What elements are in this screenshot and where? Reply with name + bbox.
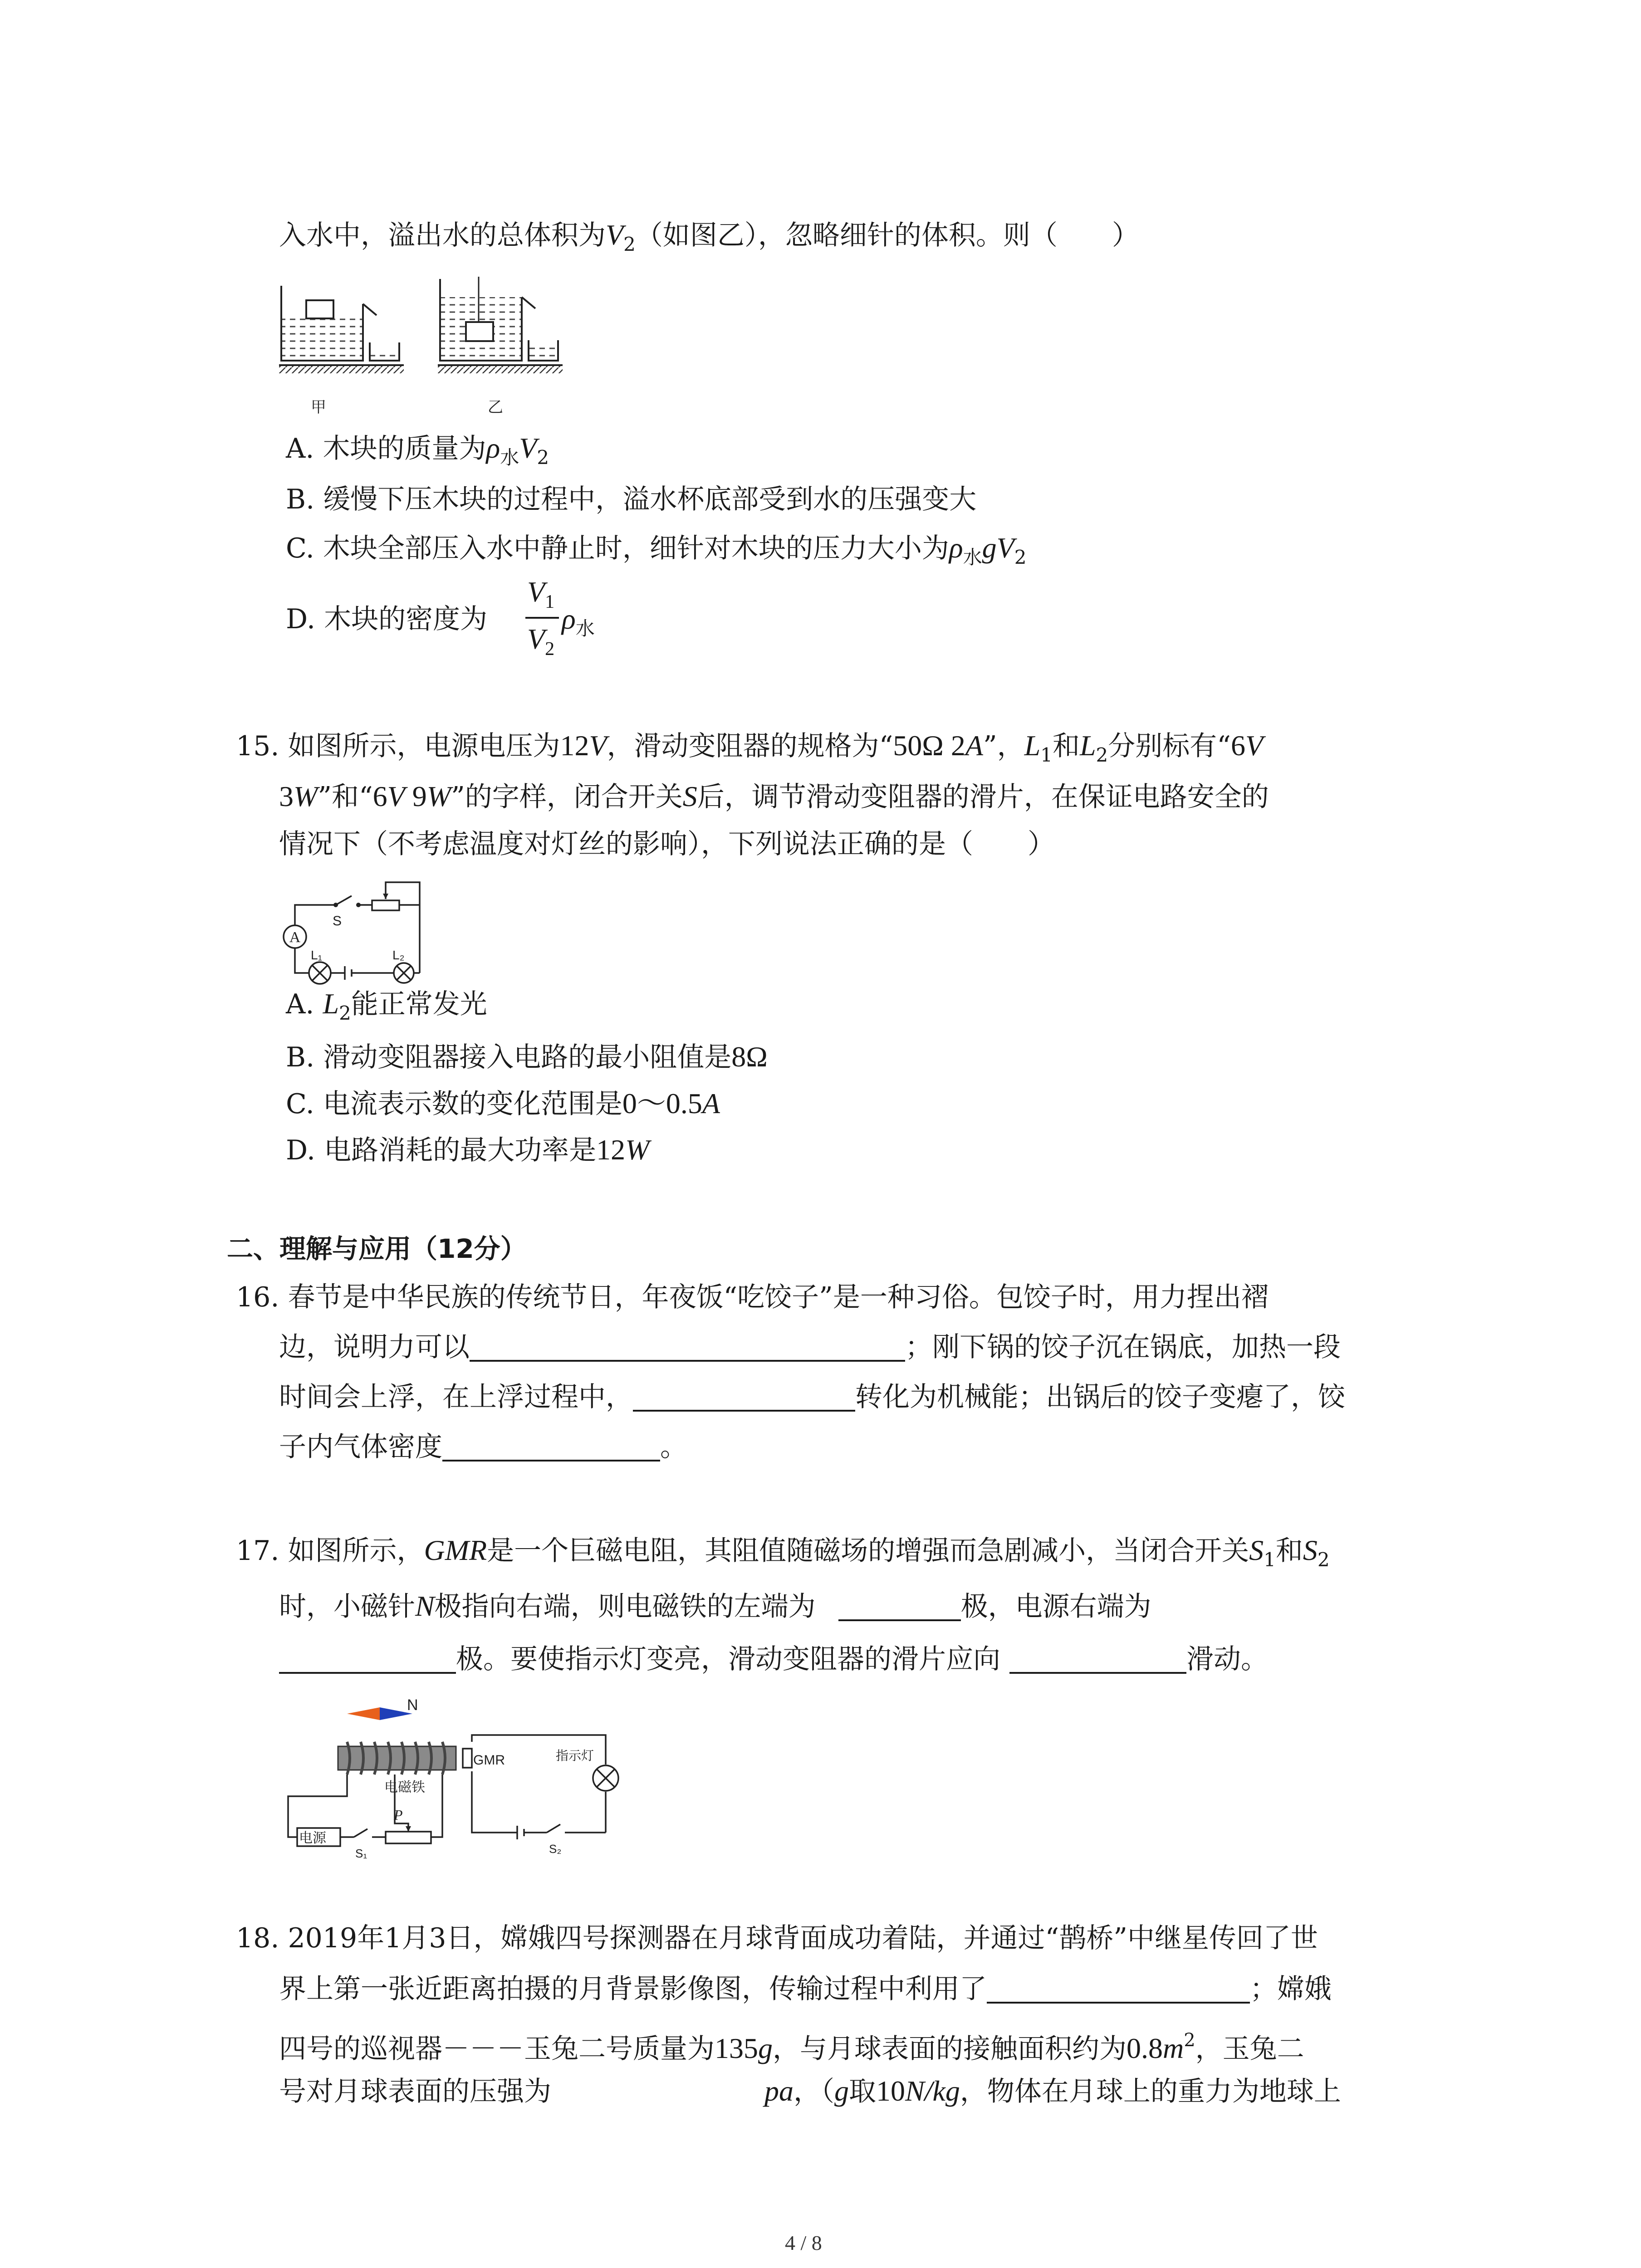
q15-option-c: C. 电流表示数的变化范围是0～0.5A	[286, 1087, 720, 1120]
q16-blank-1[interactable]	[470, 1333, 905, 1362]
switch-s2-label: S₂	[549, 1842, 562, 1856]
q15-circuit-figure	[279, 875, 429, 989]
q18-line-1: 18. 2019年1月3日，嫦娥四号探测器在月球背面成功着陆，并通过“鹊桥”中继星传回了世	[236, 1922, 1318, 1954]
q16-line-4: 子内气体密度 。	[279, 1431, 687, 1463]
q16-line-2: 边，说明力可以 ；刚下锅的饺子沉在锅底，加热一段	[279, 1331, 1341, 1363]
q14-option-c: C. 木块全部压入水中静止时，细针对木块的压力大小为$\rho_水gV_2$	[286, 532, 1027, 568]
q16-line-3: 时间会上浮，在上浮过程中， 转化为机械能；出锅后的饺子变瘪了，饺	[279, 1381, 1345, 1413]
q14-stem-line: 入水中，溢出水的总体积为$V_2$（如图乙），忽略细针的体积。则（ ）	[279, 219, 1139, 255]
slider-p-label: P	[394, 1807, 403, 1823]
q17-blank-1[interactable]	[838, 1592, 961, 1621]
q16-blank-2[interactable]	[633, 1383, 855, 1412]
q14-option-d: D. 木块的密度为	[286, 603, 488, 635]
cup-yi	[438, 277, 563, 373]
q15-line-3: 情况下（不考虑温度对灯丝的影响），下列说法正确的是（ ）	[279, 828, 1055, 860]
needle-n-label: N	[407, 1696, 418, 1714]
q14-d-numerator: $V_1$	[527, 576, 555, 612]
q18-blank-1[interactable]	[987, 1975, 1250, 2004]
q18-line-2: 界上第一张近距离拍摄的月背景影像图，传输过程中利用了 ；嫦娥	[279, 1973, 1332, 2005]
lamp-l1-label: L₁	[311, 948, 323, 962]
section-heading: 二、理解与应用（12分）	[227, 1233, 527, 1264]
q17-line-1: 17. 如图所示，GMR是一个巨磁电阻，其阻值随磁场的增强而急剧减小，当闭合开关$S_1$和$S_2$	[236, 1534, 1330, 1571]
q18-line-3: 四号的巡视器－－－玉兔二号质量为135g，与月球表面的接触面积约为$0.8m^2$，玉兔二	[279, 2030, 1304, 2065]
page-number: 4 / 8	[785, 2231, 822, 2254]
electromagnet-label: 电磁铁	[384, 1779, 425, 1795]
q14-d-denominator: $V_2$	[527, 623, 555, 660]
q16-blank-3[interactable]	[442, 1432, 660, 1461]
needle-south-half	[347, 1707, 380, 1720]
q14-option-b: B. 缓慢下压木块的过程中，溢水杯底部受到水的压强变大	[286, 484, 977, 515]
q15-line-1: 15. 如图所示，电源电压为12V，滑动变阻器的规格为“50Ω 2A”，$L_1$和$L_2$分别标有“6V	[236, 729, 1264, 766]
q14-d-rho: $\rho_水$	[562, 603, 595, 640]
q14-d-fraction-bar	[525, 617, 559, 619]
q17-line-3: 极。要使指示灯变亮，滑动变阻器的滑片应向 滑动。	[279, 1642, 1268, 1677]
gmr-label: GMR	[473, 1753, 505, 1768]
switch-s1-label: S₁	[355, 1847, 367, 1860]
figure-label-yi: 乙	[488, 398, 503, 416]
cup-jia	[279, 286, 404, 373]
q15-option-b: B. 滑动变阻器接入电路的最小阻值是8Ω	[286, 1041, 768, 1073]
q15-option-d: D. 电路消耗的最大功率是12W	[286, 1134, 650, 1166]
q14-option-a: A. 木块的质量为$\rho_水V_2$	[286, 432, 549, 469]
ammeter-label: A	[289, 929, 301, 946]
q16-line-1: 16. 春节是中华民族的传统节日，年夜饭“吃饺子”是一种习俗。包饺子时，用力捏出褶	[236, 1281, 1269, 1313]
q17-line-2: 时，小磁针N极指向右端，则电磁铁的左端为 极，电源右端为	[279, 1590, 1151, 1623]
q18-line-4: 号对月球表面的压强为 pa，（g取10N/kg，物体在月球上的重力为地球上	[279, 2075, 1341, 2107]
power-source-label: 电源	[299, 1830, 326, 1846]
q17-blank-3[interactable]	[1009, 1645, 1186, 1674]
q17-gmr-circuit-figure	[279, 1696, 642, 1869]
indicator-lamp-label: 指示灯	[556, 1748, 594, 1763]
q15-line-2: 3W”和“6V 9W”的字样，闭合开关S后，调节滑动变阻器的滑片，在保证电路安全的	[279, 780, 1269, 813]
switch-label: S	[333, 914, 342, 929]
lamp-l2-label: L₂	[392, 948, 405, 962]
q15-option-a: A. $L_2$能正常发光	[286, 987, 487, 1024]
q17-blank-2[interactable]	[279, 1645, 456, 1674]
figure-label-jia: 甲	[311, 398, 326, 416]
